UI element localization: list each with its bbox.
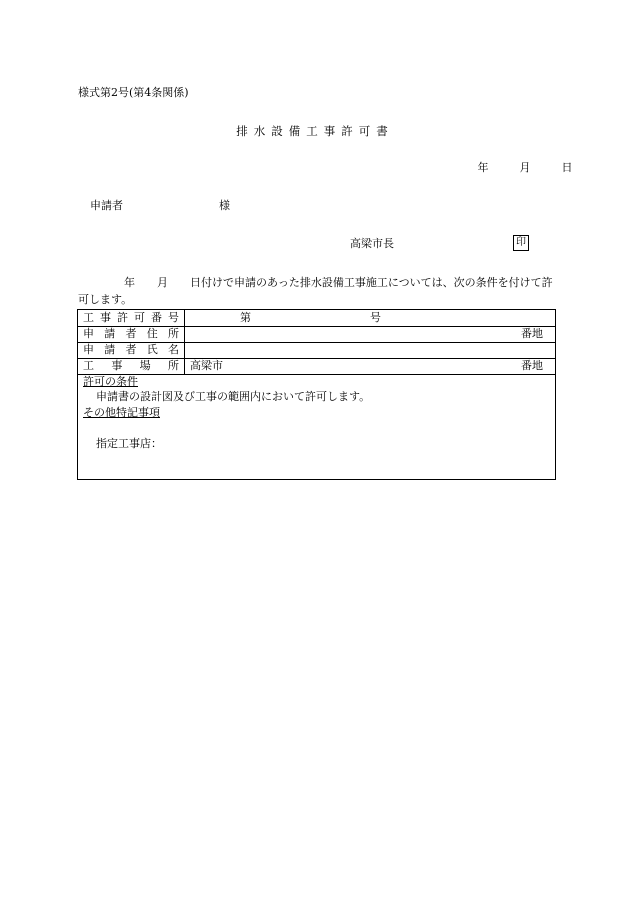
table-row-applicant-address [78, 326, 555, 343]
date-year-label: 年 [477, 161, 489, 174]
work-location-city: 高梁市 [190, 359, 223, 372]
statement-year: 年 [124, 276, 135, 289]
other-notes-heading: その他特記事項 [83, 406, 160, 419]
date-month-label: 月 [519, 161, 531, 174]
table-row-work-location [78, 358, 555, 375]
work-location-suffix: 番地 [521, 359, 543, 372]
applicant-label: 申請者 [90, 199, 123, 212]
row-label-permit-number: 工 事 許 可 番 号 [78, 310, 185, 326]
conditions-text: 申請書の設計図及び工事の範囲内において許可します。 [96, 390, 371, 403]
permit-number-prefix: 第 [240, 311, 251, 324]
designated-contractor-label: 指定工事店： [96, 437, 162, 450]
table-row-permit-number [78, 310, 555, 327]
address-suffix: 番地 [521, 327, 543, 340]
table-row-applicant-name [78, 342, 555, 359]
conditions-heading: 許可の条件 [83, 375, 138, 388]
seal-mark: 印 [513, 235, 529, 251]
applicant-honorific: 様 [219, 199, 230, 212]
statement-month: 月 [157, 276, 168, 289]
row-label-applicant-name: 申 請 者 氏 名 [78, 342, 185, 358]
row-label-work-location: 工 事 場 所 [78, 358, 185, 374]
permit-number-suffix: 号 [370, 311, 381, 324]
permit-statement [78, 274, 553, 308]
date-day-label: 日 [561, 161, 573, 174]
permit-table [77, 309, 556, 480]
issuer-name: 高梁市長 [350, 237, 394, 250]
form-number: 様式第2号(第4条関係) [78, 86, 189, 99]
issue-date [444, 161, 573, 175]
row-label-applicant-address: 申 請 者 住 所 [78, 326, 185, 342]
document-title: 排水設備工事許可書 [236, 124, 394, 138]
statement-text: 日付けで申請のあった排水設備工事施工については、次の条件を付けて許可します。 [78, 276, 553, 306]
